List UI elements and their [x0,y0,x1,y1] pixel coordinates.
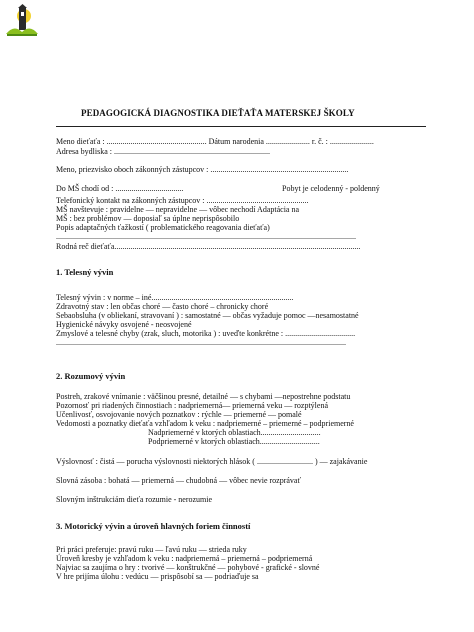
pronunciation-line: Výslovnosť : čistá — porucha výslovnosti niektorých hlások ( ............................ ) — zajakávanie [56,457,368,466]
section-1-line: Sebaobsluha (v obliekaní, stravovaní ) : samostatné — občas vyžaduje pomoc —nesamostatné [56,311,359,320]
title-divider [56,126,426,127]
section-1-line: Telesný vývin : v norme – iné....................................................................... [56,293,294,302]
child-name-line: Meno dieťaťa : .................................................. Dátum narodenia ...................... r. č. : ...................... [56,137,374,146]
page-title: PEDAGOGICKÁ DIAGNOSTIKA DIEŤAŤA MATERSKEJ ŠKOLY [81,108,355,118]
vocabulary-line: Slovná zásoba : bohatá — priemerná — chudobná — vôbec nevie rozprávať [56,476,301,485]
section-2-line: Učenlivosť, osvojovanie nových poznatkov : rýchle — priemerné — pomalé [56,410,302,419]
section-1-line: ................................................................................................................................................. [56,338,346,347]
section-1-heading: 1. Telesný vývin [56,267,114,277]
attendance-line: MŠ navštevuje : pravidelne — nepravidelne — vôbec nechodí Adaptácia na [56,205,300,214]
above-average-areas-line: Nadpriemerné v ktorých oblastiach.............................. [148,428,321,437]
below-average-areas-line: Podpriemerné v ktorých oblastiach.............................. [148,437,320,446]
adaptation-difficulties-dots: ...................................................................................................................................................... [56,232,356,241]
address-line: Adresa bydliska : .............................................................................. [56,147,270,156]
section-1-line: Zdravotný stav : len občas choré — často choré – chronicky choré [56,302,269,311]
section-3-line: Úroveň kresby je vzhľadom k veku : nadpriemerná – priemerná – podpriemerná [56,554,313,563]
stay-type-line: Pobyt je celodenný - poldenný [282,184,380,193]
adaptation-difficulties-label: Popis adaptačných ťažkostí ( problematického reagovania dieťaťa) [56,223,270,232]
section-2-line: Vedomosti a poznatky dieťaťa vzhľadom k veku : nadpriemerné – priemerné – podpriemerné [56,419,354,428]
section-2-line: Postreh, zrakové vnímanie : väčšinou presné, detailné — s chybami —nepostrehne podstatu [56,392,351,401]
section-3-heading: 3. Motorický vývin a úroveň hlavných foriem činností [56,521,251,531]
school-logo [4,4,40,40]
adaptation-line: MŠ : bez problémov — doposiaľ sa úplne neprispôsobilo [56,214,240,223]
section-3-line: Pri práci preferuje: pravú ruku — ľavú ruku — strieda ruky [56,545,247,554]
section-1-line: Hygienické návyky osvojené - neosvojené [56,320,192,329]
section-2-line: Pozornosť pri riadených činnostiach : nadpriemerná— priemerná veku — rozptýlená [56,401,328,410]
instructions-line: Slovným inštrukciám dieťa rozumie - nerozumie [56,495,213,504]
section-3-line: Najviac sa zaujíma o hry : tvorivé — konštrukčné — pohybové - grafické - slovné [56,563,320,572]
section-2-heading: 2. Rozumový vývin [56,371,126,381]
section-3-line: V hre prijíma úlohu : vedúcu — prispôsobí sa — podriaďuje sa [56,572,259,581]
section-1-line: Zmyslové a telesné chyby (zrak, sluch, motorika ) : uveďte konkrétne : ................................... [56,329,356,338]
attendance-since-line: Do MŠ chodí od : .................................. [56,184,184,193]
school-tower-logo-icon [4,4,40,40]
guardians-line: Meno, priezvisko oboch zákonných zástupcov : ..................................................................... [56,165,349,174]
native-language-line: Rodná reč dieťaťa........................................................................................................................... [56,242,361,251]
phone-line: Telefonický kontakt na zákonných zástupcov : ................................................... [56,196,309,205]
